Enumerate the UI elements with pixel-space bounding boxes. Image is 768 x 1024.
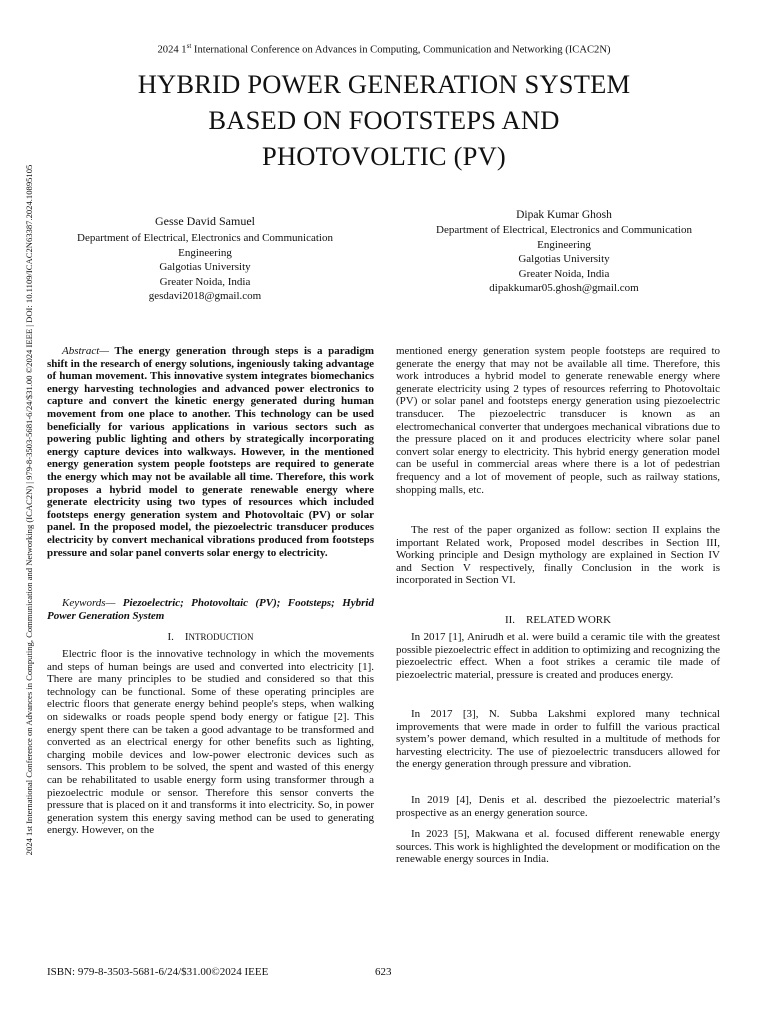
related-work-paragraph: In 2023 [5], Makwana et al. focused different renewable energy sources. This work is highlighted the development or modification on the renewable energy sources in India. (396, 828, 720, 866)
title-line: PHOTOVOLTIC (PV) (262, 141, 506, 171)
author-name: Dipak Kumar Ghosh (516, 209, 612, 221)
keywords-text: Piezoelectric; Photovoltaic (PV); Footsteps; Hybrid Power Generation System (47, 597, 374, 622)
author-email: gesdavi2018@gmail.com (148, 290, 262, 303)
paper-title (60, 66, 708, 174)
related-work-paragraph: In 2019 [4], Denis et al. described the piezoelectric material’s prospective as an energy generation source. (396, 794, 720, 819)
author-block (42, 214, 368, 303)
title-line: HYBRID POWER GENERATION SYSTEM (137, 69, 631, 99)
author-department: Engineering (178, 246, 232, 259)
author-university: Galgotias University (159, 261, 251, 274)
doi-sidebar: 2024 1st International Conference on Advances in Computing, Communication and Networking (ICAC2N) | 979-8-3503-5681-6/24/$31.00 ©2024 IEEE | DOI: 10.1109/ICAC2N63387.2024.10895105 (24, 164, 34, 856)
section-heading-introduction: I. INTRODUCTION (167, 631, 254, 643)
author-department: Department of Electrical, Electronics and Communication (436, 224, 692, 237)
author-name: Gesse David Samuel (155, 214, 255, 228)
page-number: 623 (375, 966, 392, 978)
keywords-lead: Keywords— (62, 597, 116, 609)
abstract (47, 345, 374, 559)
footer-isbn: ISBN: 979-8-3503-5681-6/24/$31.00©2024 IEEE (47, 966, 269, 978)
body-paragraph: The rest of the paper organized as follow: section II explains the important Related work, Proposed model describes in Section III, Working principle and Design mythology are explained in Section IV and Section V respectively, finally Conclusion in the work is incorporated in Section VI. (396, 524, 720, 587)
related-work-paragraph: In 2017 [3], N. Subba Lakshmi explored many technical improvements that were made in order to fulfill the various practical system’s power demand, which resulted in a multitude of methods for harvesting electricity. The use of piezoelectric transducers allowed for the energy generation through pressure and vibration. (396, 708, 720, 771)
keywords (47, 597, 374, 622)
author-city: Greater Noida, India (159, 275, 251, 288)
author-block (400, 208, 728, 295)
section-heading-related-work: II. RELATED WORK (504, 614, 612, 626)
author-email: dipakkumar05.ghosh@gmail.com (489, 282, 639, 295)
abstract-text: The energy generation through steps is a paradigm shift in the research of energy solutions, ingeniously taking advantage of human movement. This innovative system integrates biomechanics energy harvesting technologies and advanced power electronics to capture and convert the kinetic energy generated during human movement from one place to another. This technology can be used beneficially for various applications in various sectors such as powering public lighting and others by strategically incorporating energy capture devices into walkways. However, in the mentioned energy generation system people footsteps are required to generate the energy which may not be available all time. Therefore, this work proposes a hybrid model to generate renewable energy where generate electricity using two types of resources which included footsteps energy generation system and Photovoltaic (PV) or solar panel. In the proposed model, the piezoelectric transducer produces electricity by convert mechanical vibrations produced from footsteps pressure and solar panel converts solar energy to electricity. (47, 345, 374, 559)
introduction-paragraph: Electric floor is the innovative technology in which the movements and steps of human beings are used and converted into electricity [1]. There are many principles to be studied and considered so that this technology can be functional. Some of these operating principles are electric floors that generate energy behind people's steps, when walking on sidewalks or roads people spend body energy or fatigue [2]. This energy spent there can be taken a good advantage to be transformed and converted as an electrical energy for other benefits such as lighting, charging mobile devices and low-power electronic devices such as sensors. This problem to be solved, the spent and wasted of this energy can be rehabilitated to usable energy form using transformer through a piezoelectric module or sensor. Therefore this sensor converts the pressure that is placed on it and transforms it into electricity. So, in power generation system this energy saving method can be used to generating energy. However, on the (47, 648, 374, 837)
title-line: BASED ON FOOTSTEPS AND (208, 105, 560, 135)
body-paragraph: mentioned energy generation system people footsteps are required to generate the energy that may not be available all time. Therefore, this work introduces a hybrid model to generate renewable energy where generate electricity using 2 types of resources referring to Photovoltaic (PV) or solar panel and footsteps energy generation using piezoelectric transducer. The piezoelectric transducer is known as an electromechanical converter that undergoes mechanical vibrations due to the pressure placed on it and produces electricity where solar panel convert solar energy to electricity. This hybrid energy generation model can be useful in commercial areas where there is a lot of pedestrian frequency and a lot of movement of people, such as railway stations, shopping malls, etc. (396, 345, 720, 496)
author-city: Greater Noida, India (518, 267, 610, 280)
author-department: Department of Electrical, Electronics and Communication (77, 232, 333, 245)
conference-header: 2024 1st International Conference on Advances in Computing, Communication and Networking (ICAC2N) (157, 42, 611, 56)
related-work-paragraph: In 2017 [1], Anirudh et al. were build a ceramic tile with the greatest possible piezoelectric effect in addition to optimizing and recognizing the piezoelectric effect. When a foot strikes a ceramic tile made of piezoelectric material, pressure is created and produces energy. (396, 631, 720, 681)
abstract-lead: Abstract— (62, 345, 110, 357)
author-department: Engineering (537, 238, 591, 251)
author-university: Galgotias University (518, 253, 610, 266)
